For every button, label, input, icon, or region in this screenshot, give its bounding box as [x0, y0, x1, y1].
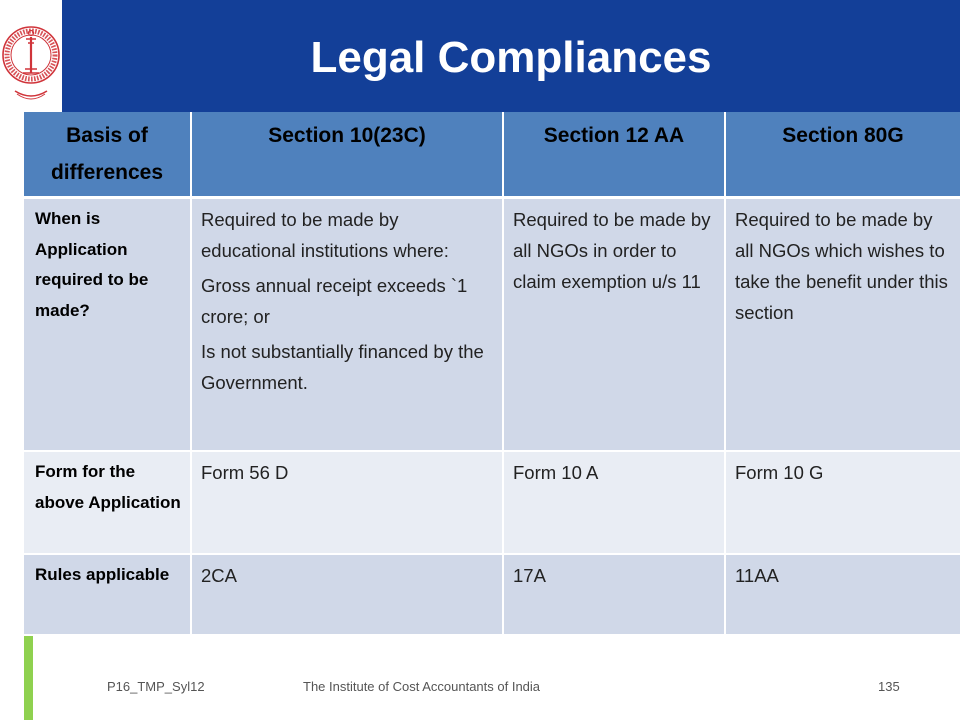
table-row — [24, 554, 960, 635]
table-cell: Form 56 D — [191, 451, 503, 554]
footer-code: P16_TMP_Syl12 — [107, 679, 205, 694]
row-label: Rules applicable — [24, 554, 191, 635]
page-title: Legal Compliances — [310, 33, 712, 82]
institute-seal-icon — [1, 1, 61, 109]
footer-organization: The Institute of Cost Accountants of India — [303, 679, 541, 694]
cell-paragraph: Is not substantially financed by the Government. — [201, 341, 484, 393]
table-cell: 2CA — [191, 554, 503, 635]
column-header: Section 10(23C) — [191, 112, 503, 198]
page-number: 135 — [878, 679, 900, 694]
cell-paragraph: Gross annual receipt exceeds `1 crore; or — [201, 275, 468, 327]
table-cell: 17A — [503, 554, 725, 635]
table-cell: Form 10 G — [725, 451, 960, 554]
comparison-table — [24, 112, 960, 636]
logo-container — [0, 0, 62, 112]
table-cell: Required to be made by all NGOs which wishes to take the benefit under this section — [725, 198, 960, 452]
column-header: Section 12 AA — [503, 112, 725, 198]
cell-paragraph: Required to be made by educational institutions where: — [201, 209, 449, 261]
table-row — [24, 198, 960, 452]
table-cell — [191, 198, 503, 452]
table-cell: Required to be made by all NGOs in order to claim exemption u/s 11 — [503, 198, 725, 452]
column-header: Basis of differences — [24, 112, 191, 198]
table-cell: Form 10 A — [503, 451, 725, 554]
table-row — [24, 451, 960, 554]
row-label: Form for the above Application — [24, 451, 191, 554]
table-header-row — [24, 112, 960, 198]
table-cell: 11AA — [725, 554, 960, 635]
title-band — [0, 0, 960, 112]
column-header: Section 80G — [725, 112, 960, 198]
row-label: When is Application required to be made? — [24, 198, 191, 452]
